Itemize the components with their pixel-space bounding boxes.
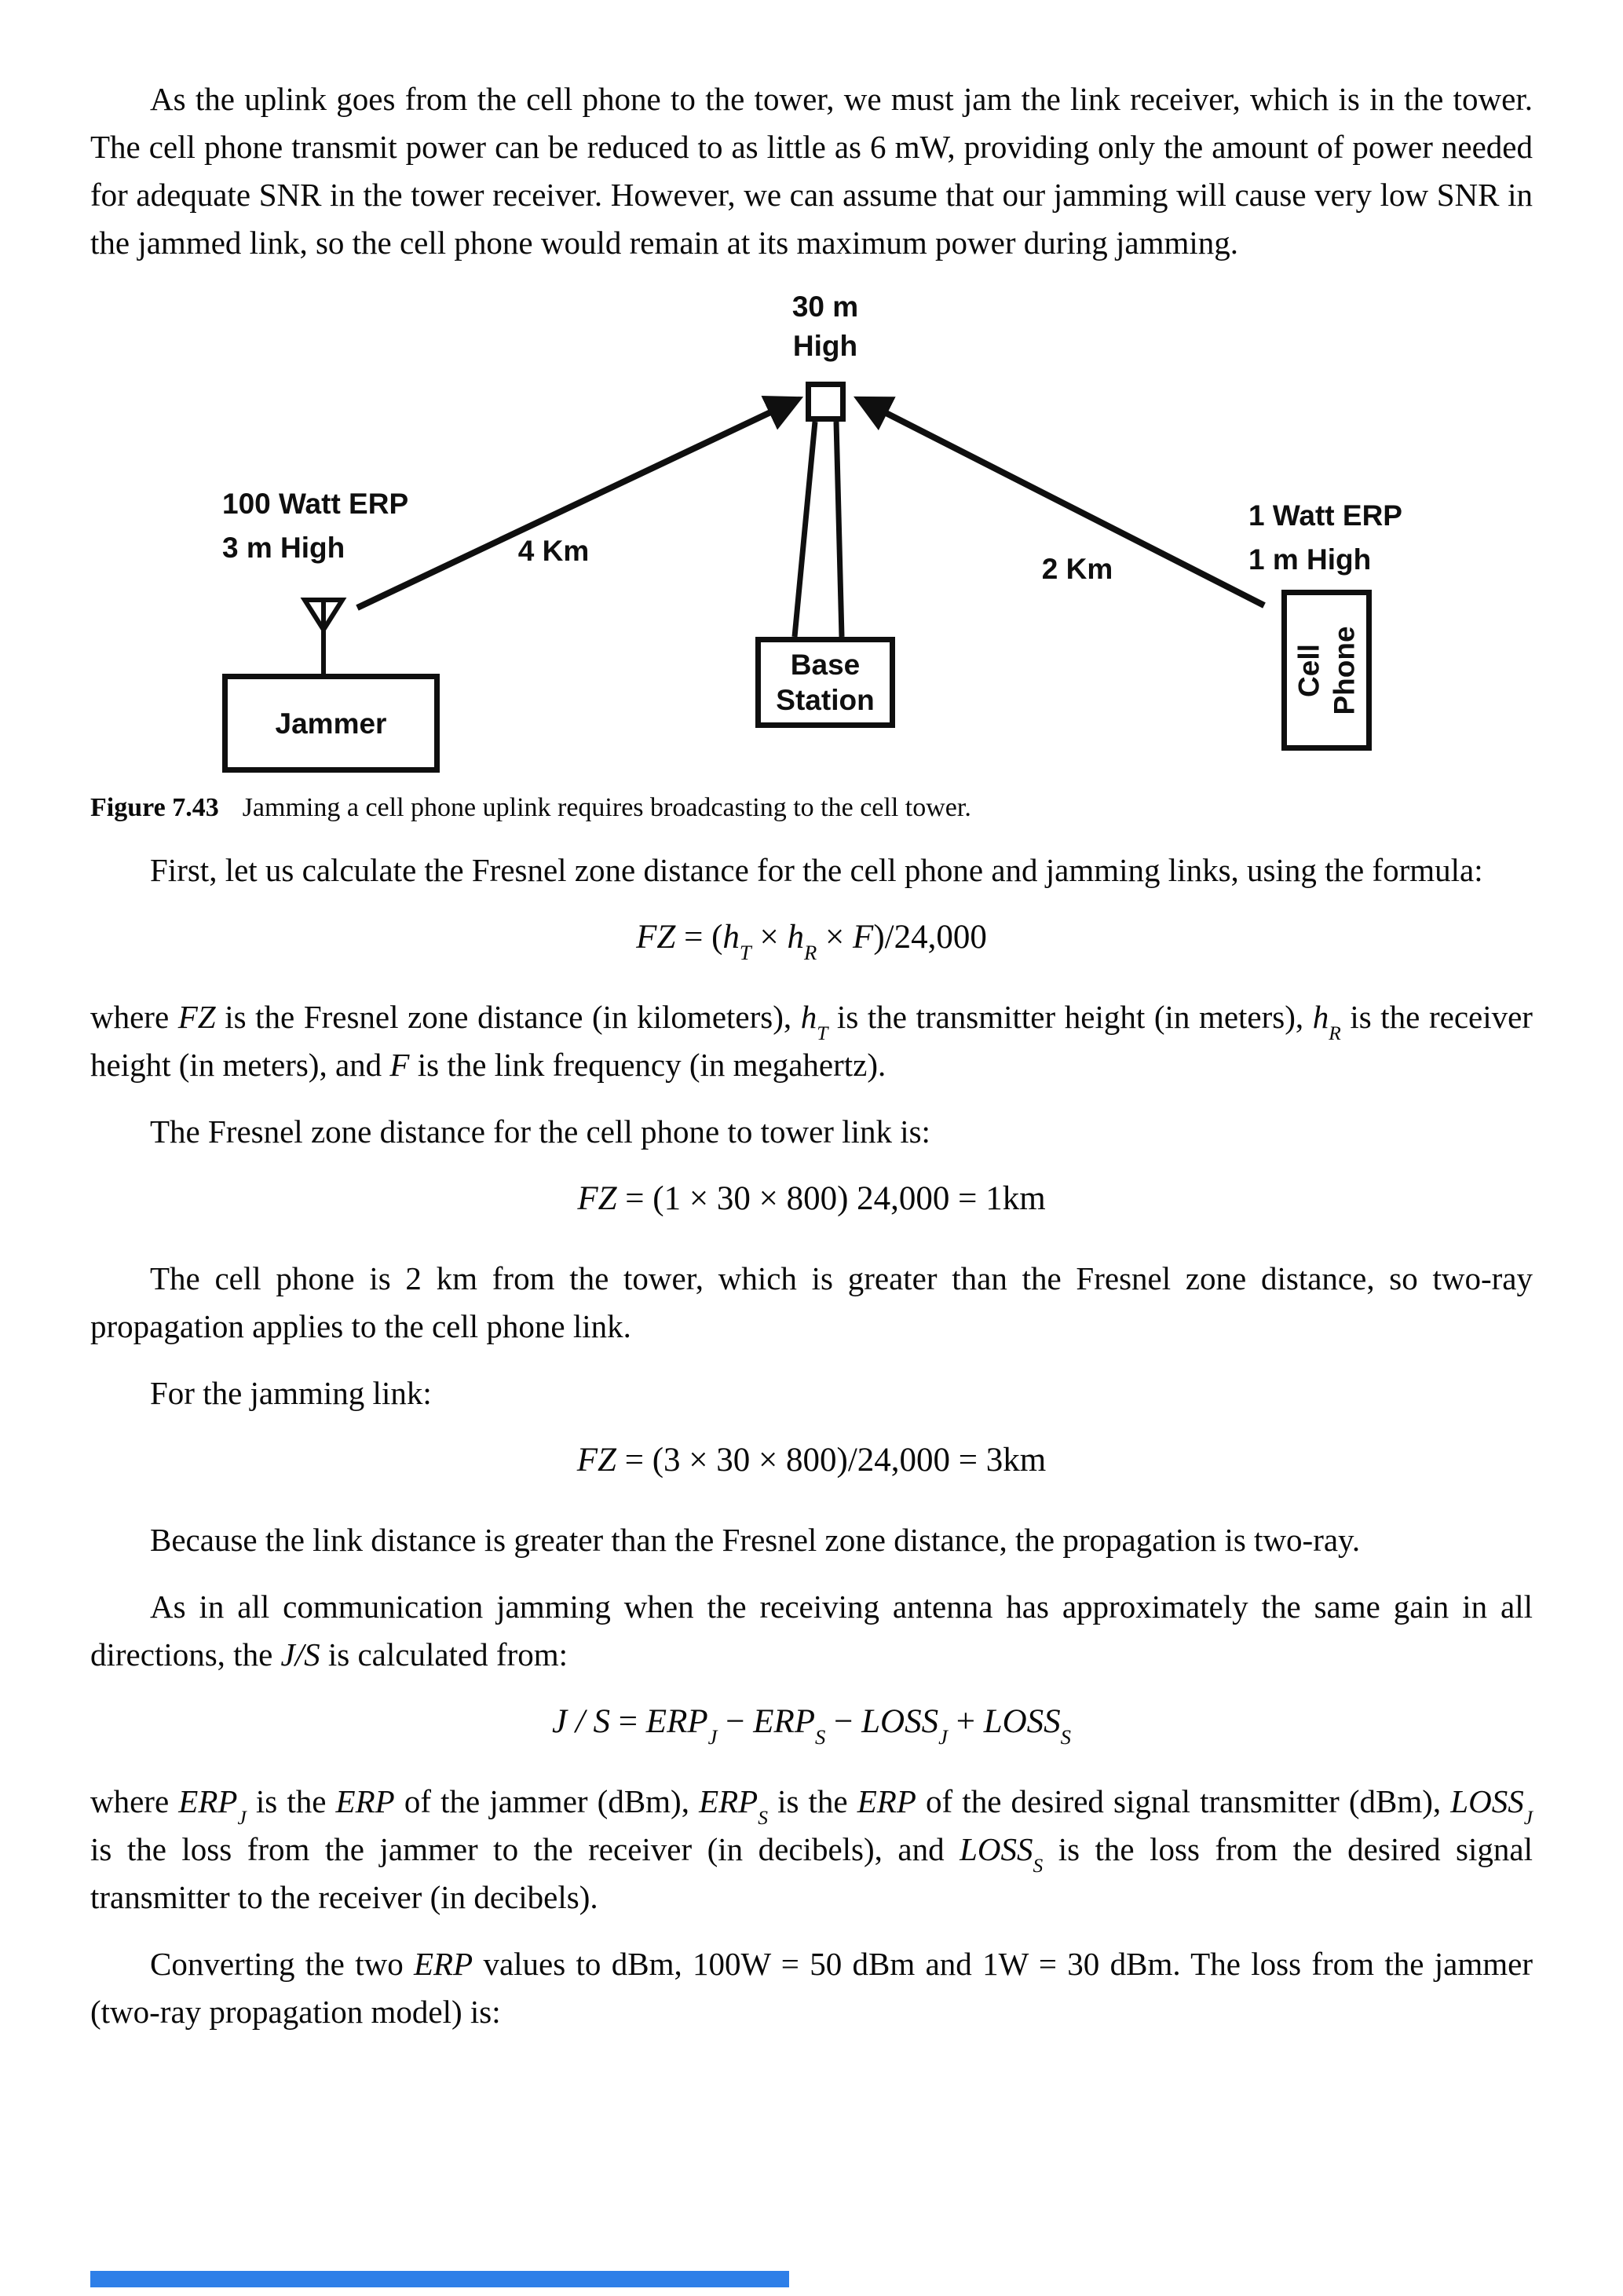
paragraph-two-ray-cellphone: The cell phone is 2 km from the tower, which is greater than the Fresnel zone distance, so two-ray propagation applies to the cell phone link. — [90, 1260, 1533, 1344]
jamming-link-arrow — [357, 400, 795, 608]
paragraph-uplink-intro: As the uplink goes from the cell phone to the tower, we must jam the link receiver, which is in the tower. The cell phone transmit power can be reduced to as little as 6 mW, providing only the amount of power needed for adequate SNR in the tower receiver. However, we can assume that our jamming will cause very low SNR in the jammed link, so the cell phone would remain at its maximum power during jamming. — [90, 81, 1533, 261]
jammer-box-label: Jammer — [275, 707, 387, 740]
cell-phone-line1: Cell — [1292, 643, 1325, 697]
paragraph-fresnel-terms: where FZ is the Fresnel zone distance (in kilometers), $h_T$ is the transmitter height (in meters), $h_R$ is the receiver height (in meters), and F is the link frequency (in megahertz). — [90, 999, 1533, 1083]
base-station-line1: Base — [790, 649, 861, 681]
phone-specs-label — [1248, 494, 1402, 582]
paragraph-fresnel-intro: First, let us calculate the Fresnel zone distance for the cell phone and jamming links, using the formula: — [150, 852, 1483, 888]
tower-height-line2: High — [792, 330, 858, 362]
jamming-distance-label: 4 Km — [517, 535, 590, 567]
paragraph-erp-conversion: Converting the two ERP values to dBm, 100W = 50 dBm and 1W = 30 dBm. The loss from the jammer (two-ray propagation model) is: — [90, 1946, 1533, 2030]
jammer-specs-label — [222, 482, 408, 570]
formula-fresnel-cellphone: FZ = (1 × 30 × 800) 24,000 = 1km — [577, 1180, 1046, 1217]
base-station-box — [755, 637, 895, 728]
paragraph-js-terms: where $ERP_J$ is the ERP of the jammer (dBm), $ERP_S$ is the ERP of the desired signal transmitter (dBm), $LOSS_J$ is the loss from the jammer to the receiver (in decibels), and $LOSS_S$ is the loss from the desired signal transmitter to the receiver (in decibels). — [90, 1783, 1533, 1915]
tower-antenna-square — [806, 382, 846, 422]
phone-height-label: 1 m High — [1248, 543, 1372, 576]
paragraph-jamming-link-intro: For the jamming link: — [150, 1375, 432, 1411]
tower-leg-left — [795, 422, 815, 637]
jammer-power-label: 100 Watt ERP — [222, 488, 409, 520]
jammer-height-label: 3 m High — [222, 532, 345, 564]
cell-phone-box — [1281, 590, 1372, 751]
tower-leg-right — [836, 422, 842, 637]
figure-caption-text: Jamming a cell phone uplink requires broadcasting to the cell tower. — [242, 793, 971, 822]
cell-phone-line2: Phone — [1328, 625, 1361, 715]
paragraph-two-ray-conclusion: Because the link distance is greater than the Fresnel zone distance, the propagation is two-ray. — [150, 1522, 1361, 1558]
cell-phone-label — [1292, 626, 1362, 715]
formula-fresnel-general: FZ = $(h_T \times h_R \times F)/24,000$ — [636, 919, 987, 965]
paragraph-cellphone-link-intro: The Fresnel zone distance for the cell phone to tower link is: — [150, 1113, 930, 1150]
jammer-box — [222, 674, 440, 773]
formula-fresnel-jamming: FZ = (3 × 30 × 800)/24,000 = 3km — [576, 1442, 1047, 1479]
cellphone-distance-label: 2 Km — [1041, 553, 1113, 585]
figure-caption-number: Figure 7.43 — [90, 793, 219, 822]
formula-j-over-s: $J / S = ERP_J - ERP_S$ − $LOSS_J$ + $LOSS_S$ — [551, 1703, 1071, 1749]
tower-height-line1: 30 m — [791, 291, 859, 323]
base-station-label — [776, 647, 874, 718]
figure-caption — [90, 790, 1533, 826]
selection-highlight-bar — [90, 2271, 789, 2287]
paragraph-js-intro: As in all communication jamming when the receiving antenna has approximately the same gain in all directions, the J/S is calculated from: — [90, 1589, 1533, 1673]
tower-height-label — [762, 287, 888, 366]
base-station-line2: Station — [776, 684, 875, 716]
figure-7-43-diagram — [90, 286, 1533, 782]
phone-power-label: 1 Watt ERP — [1248, 499, 1402, 532]
